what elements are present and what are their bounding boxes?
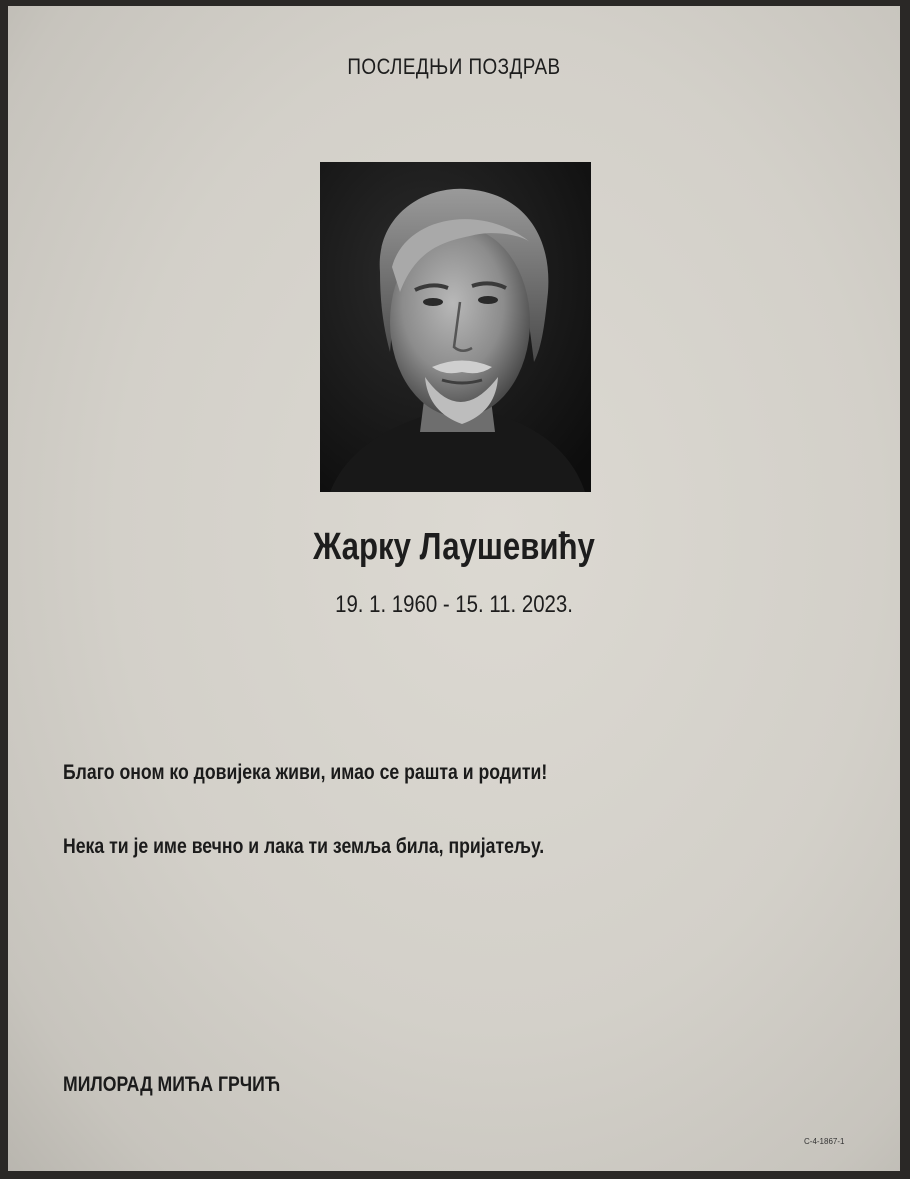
verse-line-1: Благо оном ко довијека живи, имао се рашта и родити! (63, 761, 548, 784)
portrait-photo (320, 162, 591, 492)
verse-line-2: Нека ти је име вечно и лака ти земља била, пријатељу. (63, 835, 545, 858)
notice-header: ПОСЛЕДЊИ ПОЗДРАВ (347, 54, 561, 79)
portrait-image (320, 162, 591, 492)
life-dates: 19. 1. 1960 - 15. 11. 2023. (335, 591, 573, 618)
signature: МИЛОРАД МИЋА ГРЧИЋ (63, 1073, 281, 1096)
deceased-name: Жарку Лаушевићу (313, 526, 595, 568)
obituary-notice (8, 6, 900, 1171)
ad-code: С-4-1867-1 (804, 1137, 845, 1146)
